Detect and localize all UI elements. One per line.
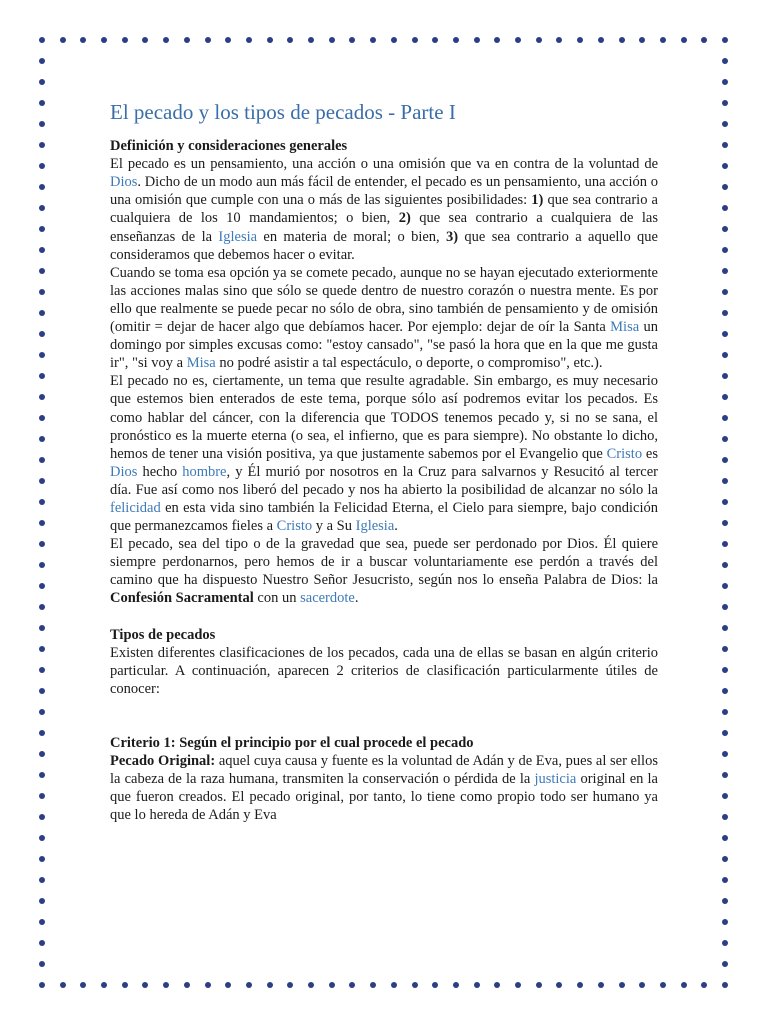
border-dot	[101, 982, 107, 988]
border-dot	[722, 352, 728, 358]
border-dot	[163, 982, 169, 988]
border-dot	[39, 226, 45, 232]
border-dot	[722, 226, 728, 232]
border-dot	[722, 793, 728, 799]
border-dot	[722, 394, 728, 400]
inline-link[interactable]: Cristo	[606, 445, 643, 462]
border-dot	[494, 37, 500, 43]
text-run: con un	[253, 590, 301, 607]
border-dot	[39, 436, 45, 442]
border-dot	[39, 814, 45, 820]
border-dot	[536, 37, 542, 43]
border-dot	[287, 982, 293, 988]
border-dot	[722, 310, 728, 316]
border-dot	[722, 268, 728, 274]
bold-text: Pecado Original:	[110, 752, 216, 769]
border-dot	[225, 37, 231, 43]
inline-link[interactable]: hombre	[182, 463, 227, 480]
border-dot	[101, 37, 107, 43]
border-dot	[39, 205, 45, 211]
border-dot	[39, 730, 45, 736]
border-dot	[722, 877, 728, 883]
border-dot	[722, 835, 728, 841]
border-dot	[39, 352, 45, 358]
border-dot	[370, 37, 376, 43]
text-run: en materia de moral; o bien,	[257, 228, 446, 245]
border-dot	[722, 184, 728, 190]
border-dot	[39, 310, 45, 316]
border-dot	[329, 982, 335, 988]
text-run: hecho	[137, 463, 183, 480]
text-run: un domingo por simples excusas como: "estoy cansado", "se pasó la hora que en la que me gusta ir", "si voy a	[110, 319, 659, 372]
border-dot	[722, 163, 728, 169]
border-dot	[391, 37, 397, 43]
border-dot	[722, 415, 728, 421]
paragraph-omission	[110, 264, 658, 373]
border-dot	[39, 184, 45, 190]
border-dot	[722, 37, 728, 43]
border-dot	[39, 688, 45, 694]
border-dot	[205, 37, 211, 43]
paragraph-types-intro	[110, 644, 658, 698]
border-dot	[142, 982, 148, 988]
border-dot	[122, 37, 128, 43]
text-run: El pecado no es, ciertamente, un tema que resulte agradable. Sin embargo, es muy necesario que estemos bien enterados de este tema, porque sólo así podremos evitar los pecados. Es como hablar del cáncer, con la diferencia que TODOS tenemos pecado y, si no se sana, el pronóstico es la muerte eterna (o sea, el infierno, que es para siempre). No obstante lo dicho, hemos de tener una visión positiva, ya que justamente sabemos por el Evangelio que	[110, 373, 658, 462]
paragraph-original-sin	[110, 752, 658, 824]
text-run: El pecado es un pensamiento, una acción o una omisión que va en contra de la voluntad de	[110, 156, 658, 173]
border-dot	[639, 982, 645, 988]
border-dot	[722, 541, 728, 547]
border-dot	[701, 982, 707, 988]
border-dot	[39, 625, 45, 631]
text-run: que sea contrario a cualquiera de los 10 mandamientos; o bien,	[110, 192, 658, 227]
text-run: El pecado, sea del tipo o de la gravedad que sea, puede ser perdonado por Dios. Él quiere siempre perdonarnos, pero hemos de ir a buscar voluntariamente ese perdón a través del camino que ha dispuesto Nuestro Señor Jesucristo, según nos lo enseña Palabra de Dios: la	[110, 536, 658, 589]
border-dot	[722, 919, 728, 925]
border-dot	[39, 394, 45, 400]
border-dot	[722, 142, 728, 148]
border-dot	[722, 667, 728, 673]
border-dot	[722, 205, 728, 211]
border-dot	[39, 919, 45, 925]
border-dot	[556, 37, 562, 43]
border-dot	[39, 709, 45, 715]
inline-link[interactable]: Iglesia	[355, 518, 395, 535]
border-dot	[349, 37, 355, 43]
border-dot	[225, 982, 231, 988]
border-dot	[39, 583, 45, 589]
border-dot	[722, 331, 728, 337]
text-run: que sea contrario a aquello que consideramos que debemos hacer o evitar.	[110, 228, 658, 263]
inline-link[interactable]: Dios	[110, 463, 138, 480]
paragraph-positive-vision	[110, 372, 658, 535]
text-run: Existen diferentes clasificaciones de los pecados, cada una de ellas se basan en algún criterio particular. A continuación, aparecen 2 criterios de clasificación particularmente útiles de conocer:	[110, 644, 658, 697]
border-dot	[722, 100, 728, 106]
border-dot	[515, 37, 521, 43]
inline-link[interactable]: Dios	[110, 174, 138, 191]
section-heading-definition: Definición y consideraciones generales	[110, 138, 348, 155]
border-dot	[722, 562, 728, 568]
border-dot	[39, 898, 45, 904]
border-dot	[39, 58, 45, 64]
border-dot	[722, 289, 728, 295]
border-dot	[722, 58, 728, 64]
text-run: , y Él murió por nosotros en la Cruz para salvarnos y Resucitó al tercer día. Fue así como nos liberó del pecado y nos ha abierto la posibilidad de alcanzar no sólo la	[110, 463, 659, 498]
border-dot	[39, 667, 45, 673]
border-dot	[619, 982, 625, 988]
border-dot	[453, 37, 459, 43]
border-dot	[39, 499, 45, 505]
border-dot	[722, 982, 728, 988]
border-dot	[474, 37, 480, 43]
document-title: El pecado y los tipos de pecados - Parte I	[110, 100, 456, 124]
border-dot	[722, 373, 728, 379]
border-dot	[80, 37, 86, 43]
text-run: . Dicho de un modo aun más fácil de entender, el pecado es un pensamiento, una acción o una omisión que cumple con una o más de las siguientes posibilidades:	[110, 174, 658, 209]
border-dot	[287, 37, 293, 43]
border-dot	[660, 982, 666, 988]
border-dot	[722, 814, 728, 820]
border-dot	[39, 772, 45, 778]
border-dot	[39, 268, 45, 274]
border-dot	[556, 982, 562, 988]
border-dot	[39, 415, 45, 421]
inline-link[interactable]: felicidad	[110, 499, 161, 516]
border-dot	[39, 541, 45, 547]
border-dot	[701, 37, 707, 43]
border-dot	[722, 520, 728, 526]
text-run: .	[394, 518, 398, 535]
border-dot	[39, 646, 45, 652]
border-dot	[142, 37, 148, 43]
border-dot	[39, 856, 45, 862]
border-dot	[474, 982, 480, 988]
border-dot	[39, 751, 45, 757]
border-dot	[267, 37, 273, 43]
border-dot	[722, 436, 728, 442]
border-dot	[60, 982, 66, 988]
border-dot	[722, 478, 728, 484]
text-run: es	[642, 445, 658, 462]
border-dot	[722, 751, 728, 757]
inline-link[interactable]: Misa	[186, 355, 216, 372]
border-dot	[267, 982, 273, 988]
border-dot	[80, 982, 86, 988]
border-dot	[722, 709, 728, 715]
border-dot	[39, 100, 45, 106]
border-dot	[681, 37, 687, 43]
border-dot	[246, 982, 252, 988]
border-dot	[515, 982, 521, 988]
inline-link[interactable]: justicia	[534, 770, 577, 787]
border-dot	[39, 37, 45, 43]
border-dot	[619, 37, 625, 43]
document-content	[110, 100, 658, 824]
border-dot	[60, 37, 66, 43]
border-dot	[494, 982, 500, 988]
border-dot	[453, 982, 459, 988]
text-run: .	[354, 590, 359, 607]
border-dot	[722, 583, 728, 589]
border-dot	[722, 961, 728, 967]
border-dot	[722, 247, 728, 253]
text-run: que sea contrario a cualquiera de las enseñanzas de la	[110, 210, 658, 245]
border-dot	[184, 982, 190, 988]
text-run: Cuando se toma esa opción ya se comete pecado, aunque no se hayan ejecutado exteriormente las acciones malas sino que sólo se quede dentro de nuestro corazón o nuestra mente. Es por ello que realmente se puede pecar no sólo de obra, sino también de pensamiento y de omisión (omitir = dejar de hacer algo que debíamos hacer. Por ejemplo: dejar de oír la Santa	[110, 264, 658, 336]
border-dot	[349, 982, 355, 988]
border-dot	[660, 37, 666, 43]
border-dot	[39, 121, 45, 127]
section-heading-types: Tipos de pecados	[110, 626, 216, 643]
border-dot	[39, 247, 45, 253]
inline-link[interactable]: Iglesia	[218, 228, 258, 245]
border-dot	[308, 37, 314, 43]
border-dot	[577, 37, 583, 43]
border-dot	[39, 604, 45, 610]
border-dot	[39, 835, 45, 841]
text-run: en esta vida sino también la Felicidad Eterna, el Cielo para siempre, bajo condición que permanezcamos fieles a	[110, 499, 658, 535]
border-dot	[39, 79, 45, 85]
border-dot	[391, 982, 397, 988]
border-dot	[722, 604, 728, 610]
border-dot	[39, 940, 45, 946]
bold-text: 1)	[531, 192, 544, 209]
border-dot	[598, 982, 604, 988]
border-dot	[722, 79, 728, 85]
border-dot	[39, 457, 45, 463]
border-dot	[722, 730, 728, 736]
paragraph-forgiveness	[110, 535, 658, 607]
border-dot	[722, 940, 728, 946]
border-dot	[329, 37, 335, 43]
border-dot	[39, 877, 45, 883]
border-dot	[370, 982, 376, 988]
bold-text: 2)	[398, 210, 411, 227]
bold-text: Confesión Sacramental	[110, 590, 254, 607]
border-dot	[722, 898, 728, 904]
border-dot	[722, 688, 728, 694]
inline-link[interactable]: sacerdote	[300, 590, 355, 607]
border-dot	[39, 142, 45, 148]
border-dot	[39, 373, 45, 379]
border-dot	[598, 37, 604, 43]
bold-text: 3)	[446, 228, 459, 245]
border-dot	[681, 982, 687, 988]
border-dot	[205, 982, 211, 988]
border-dot	[639, 37, 645, 43]
border-dot	[163, 37, 169, 43]
border-dot	[722, 646, 728, 652]
border-dot	[122, 982, 128, 988]
border-dot	[722, 499, 728, 505]
border-dot	[412, 982, 418, 988]
border-dot	[308, 982, 314, 988]
inline-link[interactable]: Cristo	[276, 518, 313, 535]
border-dot	[577, 982, 583, 988]
border-dot	[246, 37, 252, 43]
text-run: aquel cuya causa y fuente es la voluntad de Adán y de Eva, pues al ser ellos la cabeza de la raza humana, transmiten la conservación o pérdida de la	[110, 752, 658, 787]
border-dot	[432, 982, 438, 988]
text-run: y a Su	[312, 518, 356, 535]
border-dot	[184, 37, 190, 43]
text-run: no podré asistir a tal espectáculo, o deporte, o compromiso", etc.).	[215, 355, 603, 372]
border-dot	[39, 289, 45, 295]
border-dot	[722, 121, 728, 127]
border-dot	[432, 37, 438, 43]
border-dot	[722, 457, 728, 463]
border-dot	[722, 856, 728, 862]
border-dot	[39, 331, 45, 337]
border-dot	[39, 562, 45, 568]
border-dot	[39, 982, 45, 988]
border-dot	[39, 478, 45, 484]
border-dot	[39, 793, 45, 799]
border-dot	[536, 982, 542, 988]
text-run: original en la que fueron creados. El pecado original, por tanto, lo tiene como propio todo ser humano ya que lo hereda de Adán y Eva	[110, 770, 658, 824]
border-dot	[722, 772, 728, 778]
section-heading-criterion-1: Criterio 1: Según el principio por el cual procede el pecado	[110, 734, 474, 751]
border-dot	[39, 961, 45, 967]
border-dot	[722, 625, 728, 631]
border-dot	[39, 520, 45, 526]
border-dot	[412, 37, 418, 43]
inline-link[interactable]: Misa	[610, 319, 640, 336]
border-dot	[39, 163, 45, 169]
paragraph-definition	[110, 155, 658, 264]
